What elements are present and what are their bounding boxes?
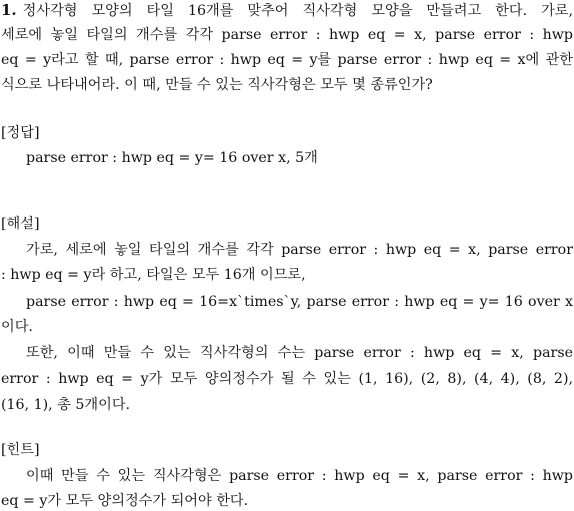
hint-line-1: 이때 만들 수 있는 직사각형은 parse error : hwp eq = x, parse error : hwp — [26, 468, 573, 484]
hint-line-2: eq = y가 모두 양의정수가 되어야 한다. — [1, 493, 249, 509]
answer-heading: [정답] — [1, 125, 40, 141]
explanation-line-1: 가로, 세로에 놓일 타일의 개수를 각각 parse error : hwp eq = x, parse error — [26, 242, 573, 258]
question-number: 1. — [1, 1, 17, 19]
question-line-3: eq = y라고 할 때, parse error : hwp eq = y를 parse error : hwp eq = x에 관한 — [1, 52, 573, 68]
explanation-heading: [해설] — [1, 216, 40, 232]
explanation-line-7: (16, 1), 총 5개이다. — [1, 397, 131, 413]
question-line-2: 세로에 놓일 타일의 개수를 각각 parse error : hwp eq = x, parse error : hwp — [1, 27, 573, 43]
explanation-line-6: error : hwp eq = y가 모두 양의정수가 될 수 있는 (1, 16), (2, 8), (4, 4), (8, 2), — [1, 371, 573, 387]
explanation-line-4: 이다. — [1, 319, 33, 335]
question-line-1 — [1, 1, 573, 20]
explanation-line-5: 또한, 이때 만들 수 있는 직사각형의 수는 parse error : hwp eq = x, parse — [26, 345, 573, 361]
answer-line: parse error : hwp eq = y= 16 over x, 5개 — [26, 150, 318, 166]
question-line-4: 식으로 나타내어라. 이 때, 만들 수 있는 직사각형은 모두 몇 종류인가? — [1, 77, 433, 93]
hint-heading: [힌트] — [1, 442, 40, 458]
explanation-line-2: : hwp eq = y라 하고, 타일은 모두 16개 이므로, — [1, 267, 306, 283]
explanation-line-3: parse error : hwp eq = 16=x`times`y, parse error : hwp eq = y= 16 over x — [26, 294, 573, 310]
question-text-1: 정사각형 모양의 타일 16개를 맞추어 직사각형 모양을 만들려고 한다. 가로, — [22, 3, 573, 19]
